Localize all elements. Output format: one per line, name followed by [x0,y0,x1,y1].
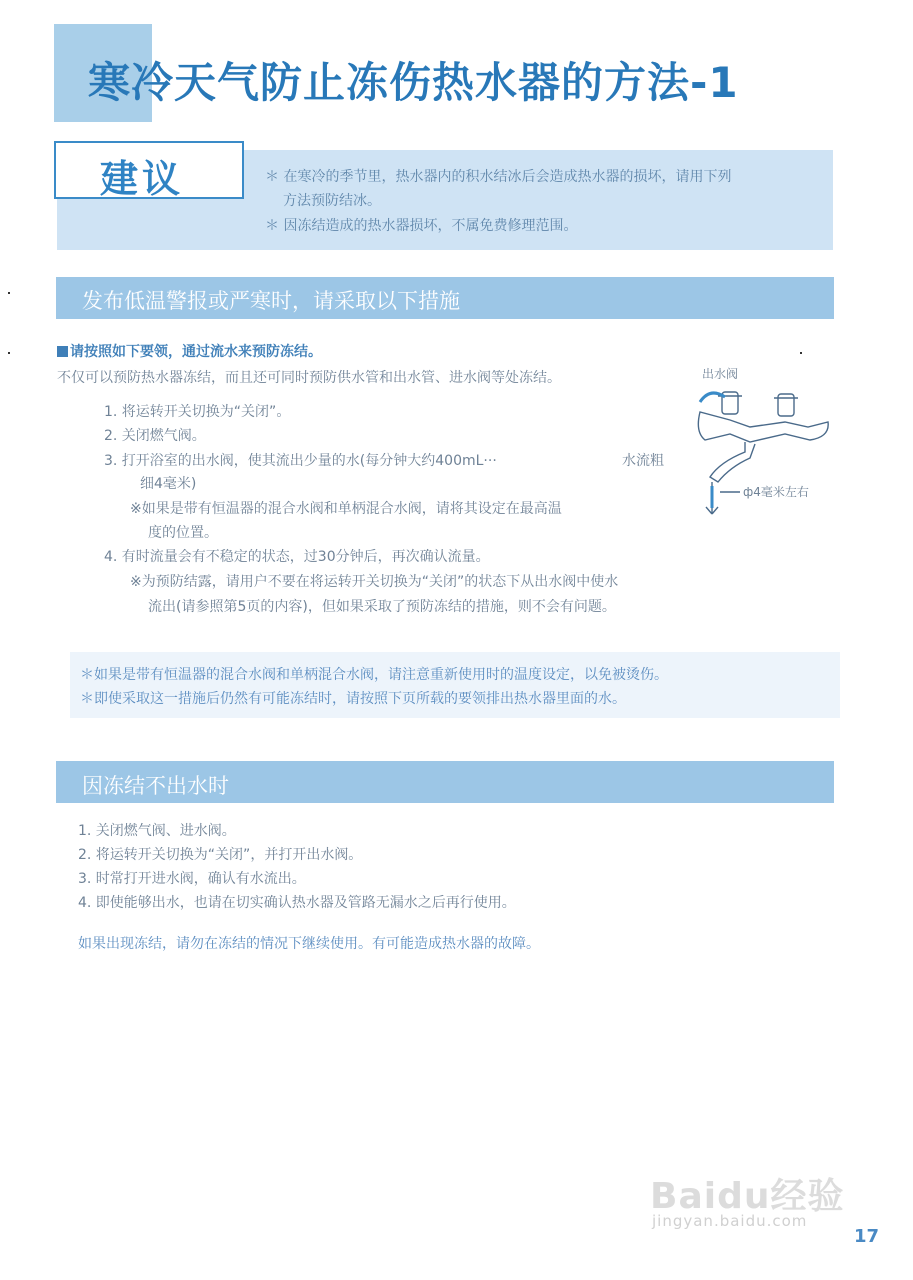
page-number: 17 [854,1226,880,1247]
width-label: ф4毫米左右 [743,485,809,499]
watermark-url: jingyan.baidu.com [652,1212,808,1230]
intro-text: 不仅可以预防热水器冻结，而且还可同时预防供水管和出水管、进水阀等处冻结。 [57,370,561,386]
step-note-cont: 度的位置。 [148,525,218,541]
scan-speck [8,352,10,354]
step-item: 2. 将运转开关切换为“关闭”，并打开出水阀。 [78,847,363,863]
subheading [57,341,322,361]
warning-note: ＊即使采取这一措施后仍然有可能冻结时，请按照下页所载的要领排出热水器里面的水。 [80,691,626,707]
scan-speck [8,292,10,294]
step-item: 1. 将运转开关切换为“关闭”。 [104,404,291,420]
step-note: ※如果是带有恒温器的混合水阀和单柄混合水阀，请将其设定在最高温 [130,501,562,517]
advice-line: ＊ 在寒冷的季节里，热水器内的积水结冰后会造成热水器的损坏，请用下列 [265,169,732,185]
advice-line: 方法预防结冰。 [283,193,381,209]
frozen-note: 如果出现冻结，请勿在冻结的情况下继续使用。有可能造成热水器的故障。 [78,936,540,952]
section-title: 因冻结不出水时 [82,774,229,798]
scan-speck [800,352,802,354]
step-item: 2. 关闭燃气阀。 [104,428,206,444]
notes-background [70,652,840,718]
step-note: ※为预防结露，请用户不要在将运转开关切换为“关闭”的状态下从出水阀中使水 [130,574,619,590]
step-item: 4. 即使能够出水，也请在切实确认热水器及管路无漏水之后再行使用。 [78,895,516,911]
step-item: 3. 打开浴室的出水阀，使其流出少量的水(每分钟大约400mL··· [104,453,497,469]
advice-label: 建议 [100,157,185,201]
faucet-diagram [690,382,840,522]
square-bullet-icon [57,346,68,357]
step-item: 3. 时常打开进水阀，确认有水流出。 [78,871,306,887]
subheading-text: 请按照如下要领，通过流水来预防冻结。 [70,344,322,360]
flow-note: 水流粗 [622,453,664,469]
valve-label: 出水阀 [702,367,739,381]
step-item: 1. 关闭燃气阀、进水阀。 [78,823,236,839]
step-item: 4. 有时流量会有不稳定的状态，过30分钟后，再次确认流量。 [104,549,490,565]
step-item-cont: 细4毫米) [140,476,197,492]
page-title: 寒冷天气防止冻伤热水器的方法-1 [88,58,739,107]
warning-note: ＊如果是带有恒温器的混合水阀和单柄混合水阀，请注意重新使用时的温度设定，以免被烫伤。 [80,667,668,683]
watermark-logo: Baidu经验 [650,1176,845,1217]
section-title: 发布低温警报或严寒时，请采取以下措施 [82,289,460,313]
step-note-cont: 流出(请参照第5页的内容)，但如果采取了预防冻结的措施，则不会有问题。 [148,599,616,615]
advice-line: ＊ 因冻结造成的热水器损坏，不属免费修理范围。 [265,218,578,234]
